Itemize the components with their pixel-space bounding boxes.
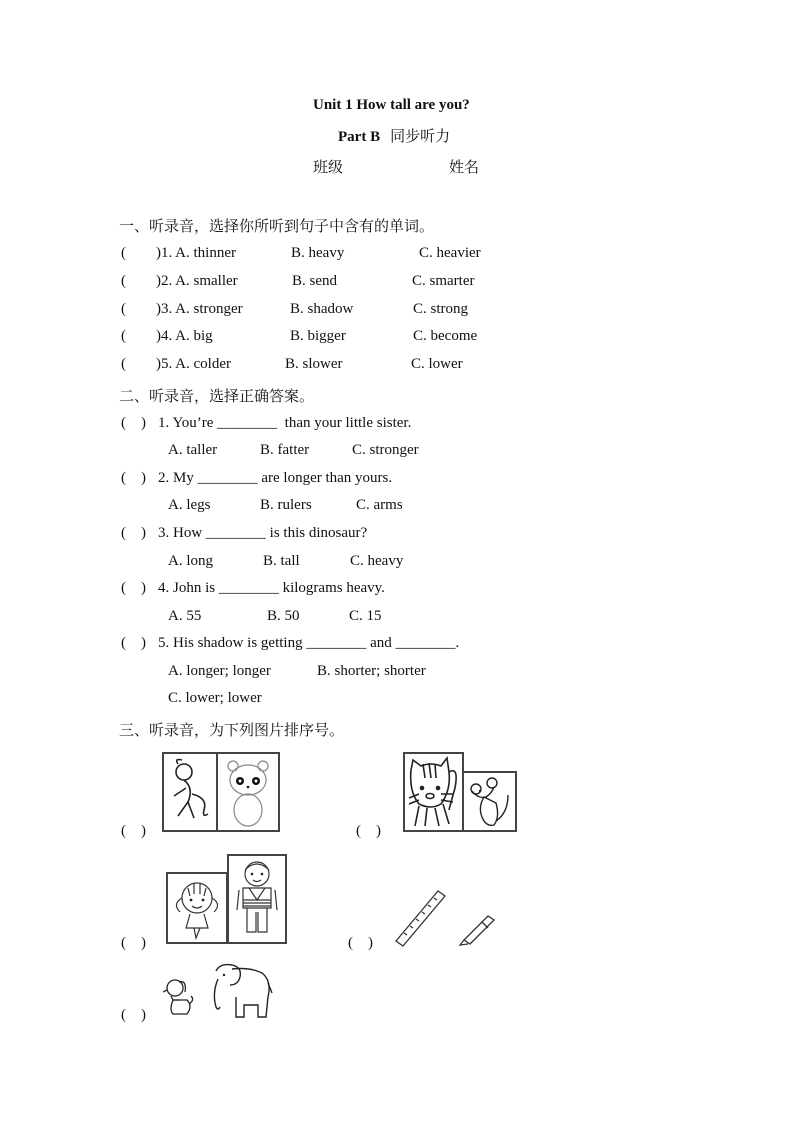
- option-a: )4. A. big: [156, 328, 213, 344]
- option-b: B. bigger: [290, 328, 346, 344]
- option-a: )3. A. stronger: [156, 301, 243, 317]
- option-c: C. smarter: [412, 273, 475, 289]
- cat-picture: [403, 752, 464, 832]
- option-a: )2. A. smaller: [156, 273, 238, 289]
- dog-picture: [163, 976, 195, 1018]
- monkey-picture: [162, 752, 218, 832]
- answer-paren[interactable]: ( ): [348, 935, 373, 951]
- elephant-picture: [210, 963, 274, 1021]
- option-b: B. shadow: [290, 301, 354, 317]
- section1-heading: 一、听录音，选择你所听到句子中含有的单词。: [119, 217, 435, 235]
- answer-paren[interactable]: ( ): [121, 470, 146, 486]
- option-b: B. fatter: [260, 442, 310, 458]
- section3-heading: 三、听录音，为下列图片排序号。: [119, 721, 345, 739]
- option-c: C. lower: [411, 356, 463, 372]
- girl-picture: [166, 872, 228, 944]
- option-a: A. legs: [168, 497, 211, 513]
- mouse-icon: [464, 773, 515, 830]
- class-label: 班级: [313, 158, 344, 176]
- name-label: 姓名: [449, 158, 480, 176]
- answer-paren[interactable]: ( ): [121, 415, 146, 431]
- option-a: )1. A. thinner: [156, 245, 236, 261]
- ruler-picture: [394, 889, 446, 947]
- option-c: C. become: [413, 328, 478, 344]
- girl-icon: [168, 874, 226, 942]
- option-a: A. 55: [168, 608, 202, 624]
- answer-paren[interactable]: ( ): [121, 580, 146, 596]
- answer-paren[interactable]: (: [121, 245, 126, 261]
- option-b: B. shorter; shorter: [317, 663, 426, 679]
- ruler-icon: [394, 889, 446, 947]
- option-c: C. strong: [413, 301, 469, 317]
- option-c: C. stronger: [352, 442, 419, 458]
- option-c: C. heavy: [350, 553, 404, 569]
- answer-paren[interactable]: (: [121, 273, 126, 289]
- elephant-icon: [210, 963, 274, 1021]
- answer-paren[interactable]: ( ): [121, 1007, 146, 1023]
- option-c: C. 15: [349, 608, 382, 624]
- answer-paren[interactable]: ( ): [121, 935, 146, 951]
- answer-paren[interactable]: ( ): [356, 823, 381, 839]
- part-label: Part B: [338, 129, 381, 145]
- option-b: B. heavy: [291, 245, 345, 261]
- option-a: )5. A. colder: [156, 356, 231, 372]
- option-a: A. taller: [168, 442, 218, 458]
- answer-paren[interactable]: ( ): [121, 635, 146, 651]
- mouse-picture: [462, 771, 517, 832]
- question-text: 4. John is ________ kilograms heavy.: [158, 580, 385, 596]
- dog-icon: [163, 976, 195, 1018]
- cat-icon: [405, 754, 462, 830]
- question-text: 2. My ________ are longer than yours.: [158, 470, 393, 486]
- pen-picture: [458, 910, 498, 946]
- panda-picture: [216, 752, 280, 832]
- question-text: 1. You’re ________ than your little sister.: [158, 415, 412, 431]
- option-c: C. arms: [356, 497, 403, 513]
- boy-icon: [229, 856, 285, 942]
- option-a: A. long: [168, 553, 213, 569]
- option-b: B. rulers: [260, 497, 312, 513]
- option-c: C. lower; lower: [168, 690, 262, 706]
- option-b: B. slower: [285, 356, 343, 372]
- question-text: 3. How ________ is this dinosaur?: [158, 525, 368, 541]
- answer-paren[interactable]: ( ): [121, 525, 146, 541]
- monkey-icon: [164, 754, 216, 830]
- option-b: B. send: [292, 273, 337, 289]
- worksheet-subtitle: [338, 125, 450, 146]
- option-b: B. tall: [263, 553, 300, 569]
- pen-icon: [458, 910, 498, 946]
- worksheet-title: Unit 1 How tall are you?: [313, 97, 470, 113]
- answer-paren[interactable]: (: [121, 301, 126, 317]
- option-c: C. heavier: [419, 245, 481, 261]
- question-text: 5. His shadow is getting ________ and ________.: [158, 635, 460, 651]
- answer-paren[interactable]: (: [121, 356, 126, 372]
- option-a: A. longer; longer: [168, 663, 271, 679]
- panda-icon: [218, 754, 278, 830]
- part-description: 同步听力: [390, 127, 451, 145]
- option-b: B. 50: [267, 608, 300, 624]
- section2-heading: 二、听录音，选择正确答案。: [119, 387, 315, 405]
- boy-picture: [227, 854, 287, 944]
- answer-paren[interactable]: (: [121, 328, 126, 344]
- answer-paren[interactable]: ( ): [121, 823, 146, 839]
